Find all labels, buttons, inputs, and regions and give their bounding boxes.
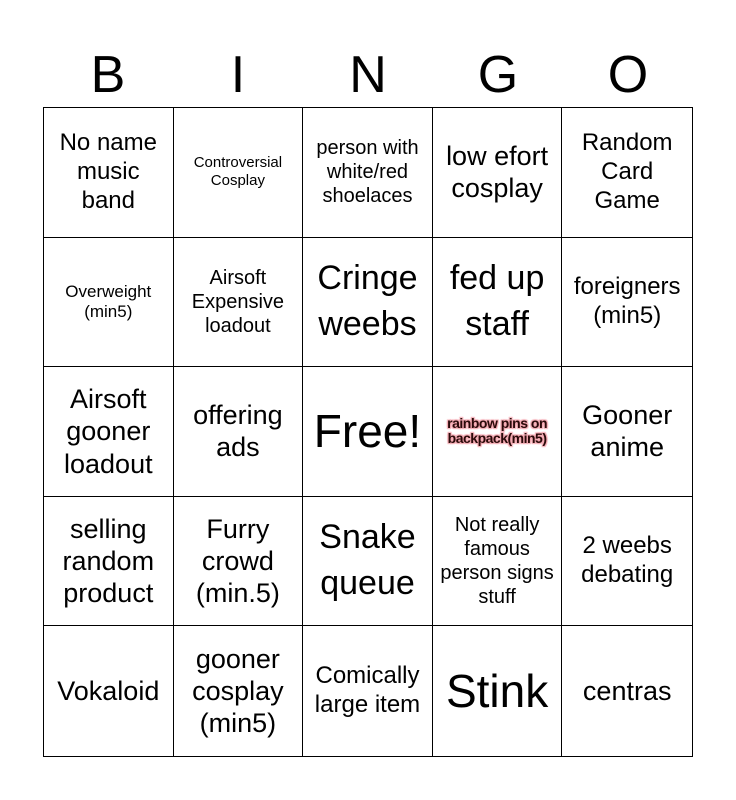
bingo-cell-17[interactable]: Furry crowd (min.5) bbox=[174, 497, 304, 627]
bingo-cell-1[interactable]: No name music band bbox=[44, 108, 174, 238]
bingo-header bbox=[43, 44, 693, 106]
bingo-cell-4[interactable]: low efort cosplay bbox=[433, 108, 563, 238]
header-letter-b: B bbox=[90, 46, 126, 104]
bingo-cell-free[interactable]: Free! bbox=[303, 367, 433, 497]
header-letter-o: O bbox=[607, 46, 649, 104]
bingo-cell-20[interactable]: 2 weebs debating bbox=[562, 497, 692, 627]
header-letter-n: N bbox=[349, 46, 387, 104]
bingo-cell-19[interactable]: Not really famous person signs stuff bbox=[433, 497, 563, 627]
bingo-cell-14[interactable]: rainbow pins on backpack(min5) bbox=[433, 367, 563, 497]
bingo-cell-5[interactable]: Random Card Game bbox=[562, 108, 692, 238]
bingo-cell-23[interactable]: Comically large item bbox=[303, 626, 433, 756]
bingo-cell-12[interactable]: offering ads bbox=[174, 367, 304, 497]
bingo-cell-11[interactable]: Airsoft gooner loadout bbox=[44, 367, 174, 497]
bingo-cell-8[interactable]: Cringe weebs bbox=[303, 238, 433, 368]
bingo-cell-24[interactable]: Stink bbox=[433, 626, 563, 756]
bingo-cell-7[interactable]: Airsoft Expensive loadout bbox=[174, 238, 304, 368]
header-letter-i: I bbox=[230, 46, 246, 104]
bingo-cell-10[interactable]: foreigners (min5) bbox=[562, 238, 692, 368]
bingo-cell-18[interactable]: Snake queue bbox=[303, 497, 433, 627]
bingo-grid bbox=[43, 107, 693, 757]
bingo-cell-16[interactable]: selling random product bbox=[44, 497, 174, 627]
header-letter-g: G bbox=[477, 46, 519, 104]
bingo-cell-2[interactable]: Controversial Cosplay bbox=[174, 108, 304, 238]
bingo-cell-22[interactable]: gooner cosplay (min5) bbox=[174, 626, 304, 756]
bingo-cell-21[interactable]: Vokaloid bbox=[44, 626, 174, 756]
bingo-cell-3[interactable]: person with white/red shoelaces bbox=[303, 108, 433, 238]
bingo-cell-6[interactable]: Overweight (min5) bbox=[44, 238, 174, 368]
bingo-cell-25[interactable]: centras bbox=[582, 676, 672, 706]
bingo-cell-9[interactable]: fed up staff bbox=[433, 238, 563, 368]
bingo-cell-15[interactable]: Gooner anime bbox=[562, 367, 692, 497]
